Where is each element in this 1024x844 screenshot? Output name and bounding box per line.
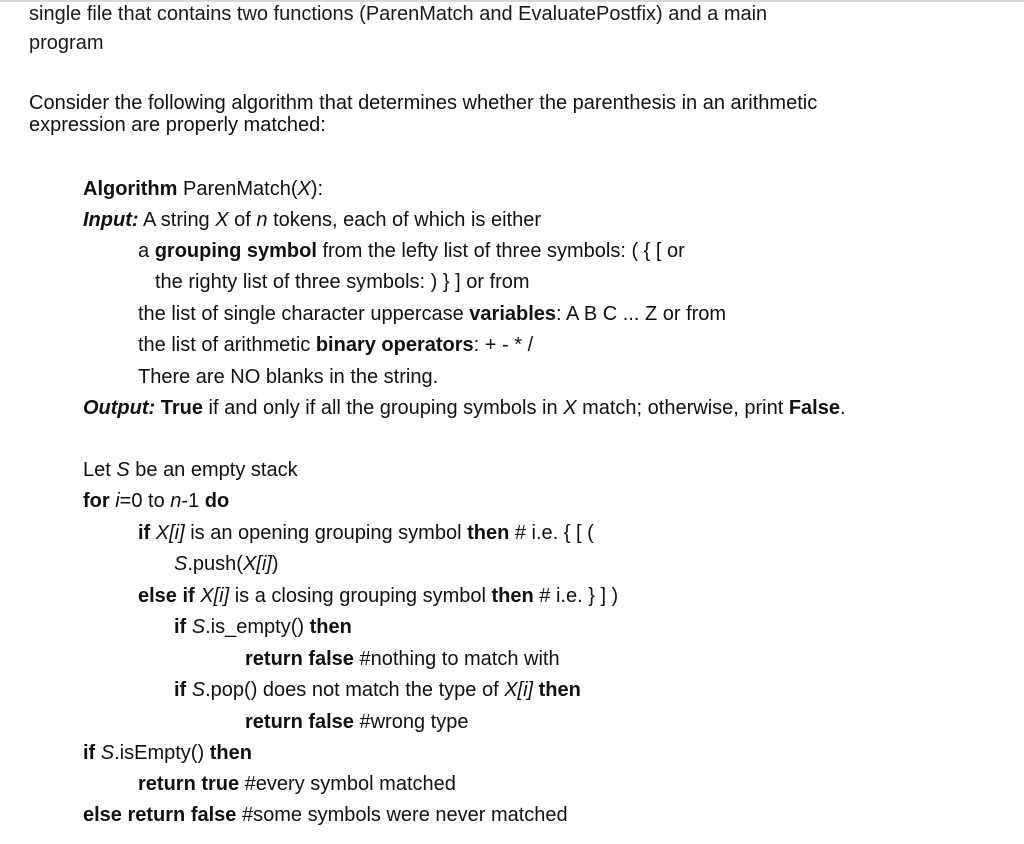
grouping-text-a: a xyxy=(138,240,155,262)
code-line-4 xyxy=(174,549,279,580)
code-line-10 xyxy=(83,738,252,769)
output-true: True xyxy=(155,397,203,419)
code-line-8 xyxy=(174,675,581,706)
code-text: is a closing grouping symbol xyxy=(229,585,492,607)
code-line-3 xyxy=(138,518,594,549)
code-keyword: if xyxy=(174,616,187,638)
code-text: Let xyxy=(83,459,117,481)
input-text-a: A string xyxy=(138,209,216,231)
code-keyword: do xyxy=(204,490,230,512)
code-text: .push( xyxy=(187,553,243,575)
code-text: ) xyxy=(271,553,279,575)
code-keyword: else if xyxy=(138,585,195,607)
algorithm-name: ParenMatch( xyxy=(177,178,298,200)
input-var-n: n xyxy=(256,209,268,231)
algorithm-keyword: Algorithm xyxy=(83,178,178,200)
righty-line: the righty list of three symbols: ) } ] or from xyxy=(155,271,530,293)
code-keyword: if xyxy=(83,742,96,764)
grouping-line xyxy=(138,236,685,267)
variables-text-b: : A B C ... Z or from xyxy=(556,303,727,325)
code-keyword: then xyxy=(491,585,534,607)
code-text: is an opening grouping symbol xyxy=(184,522,468,544)
code-var: S xyxy=(186,616,206,638)
code-text: .pop() does not match the type of xyxy=(205,679,505,701)
code-text: -1 xyxy=(181,490,205,512)
operators-text-a: the list of arithmetic xyxy=(138,334,316,356)
input-var-x: X xyxy=(215,209,229,231)
code-keyword: for xyxy=(83,490,110,512)
code-var: X[i] xyxy=(242,553,272,575)
input-line xyxy=(83,205,541,236)
code-text: =0 to xyxy=(119,490,171,512)
code-var: S xyxy=(174,553,188,575)
code-var: X[i] xyxy=(150,522,185,544)
operators-keyword: binary operators xyxy=(315,334,474,356)
code-keyword: return false xyxy=(245,711,354,733)
code-text: be an empty stack xyxy=(129,459,298,481)
code-comment: #some symbols were never matched xyxy=(236,804,568,826)
algorithm-header xyxy=(83,174,323,205)
code-line-12 xyxy=(83,800,568,831)
code-var: S xyxy=(116,459,130,481)
algorithm-param: X xyxy=(297,178,311,200)
algorithm-header-end: ): xyxy=(310,178,324,200)
code-line-11 xyxy=(138,769,456,800)
intro-paragraph xyxy=(29,0,989,58)
input-text-c: tokens, each of which is either xyxy=(267,209,541,231)
operators-text-b: : + - * / xyxy=(473,334,534,356)
code-keyword: then xyxy=(467,522,510,544)
code-keyword: then xyxy=(309,616,352,638)
consider-line-2: expression are properly matched: xyxy=(29,114,326,136)
code-var: X[i] xyxy=(504,679,534,701)
output-label: Output: xyxy=(83,397,156,419)
consider-paragraph xyxy=(29,92,989,136)
input-label: Input: xyxy=(83,209,139,231)
code-keyword: return true xyxy=(138,773,240,795)
no-blanks-line: There are NO blanks in the string. xyxy=(138,366,439,388)
variables-keyword: variables xyxy=(469,303,557,325)
code-line-2 xyxy=(83,486,229,517)
output-line xyxy=(83,393,846,424)
input-text-b: of xyxy=(228,209,257,231)
code-line-1 xyxy=(83,455,298,486)
intro-line-2: program xyxy=(29,32,104,54)
code-comment: #every symbol matched xyxy=(239,773,456,795)
code-var: i xyxy=(109,490,120,512)
output-var-x: X xyxy=(563,397,577,419)
code-var: n xyxy=(170,490,182,512)
consider-line-1: Consider the following algorithm that determines whether the parenthesis in an arithmetic xyxy=(29,92,818,114)
output-end: . xyxy=(840,397,846,419)
code-line-9 xyxy=(245,707,468,738)
output-text-b: match; otherwise, print xyxy=(576,397,789,419)
code-keyword: if xyxy=(138,522,151,544)
code-keyword: else return false xyxy=(83,804,237,826)
code-keyword: then xyxy=(533,679,581,701)
code-var: X[i] xyxy=(194,585,230,607)
code-text: .isEmpty() xyxy=(114,742,210,764)
code-var: S xyxy=(95,742,115,764)
grouping-text-b: from the lefty list of three symbols: ( { [ or xyxy=(316,240,685,262)
code-keyword: then xyxy=(209,742,252,764)
operators-line xyxy=(138,330,533,361)
output-text-a: if and only if all the grouping symbols in xyxy=(202,397,564,419)
variables-text-a: the list of single character uppercase xyxy=(138,303,470,325)
code-var: S xyxy=(186,679,206,701)
code-comment: #nothing to match with xyxy=(353,648,560,670)
code-text: .is_empty() xyxy=(205,616,310,638)
output-false: False xyxy=(788,397,840,419)
code-comment: #wrong type xyxy=(353,711,469,733)
intro-line-1: single file that contains two functions (ParenMatch and EvaluatePostfix) and a main xyxy=(29,3,768,25)
code-keyword: return false xyxy=(245,648,354,670)
code-comment: # i.e. } ] ) xyxy=(533,585,619,607)
code-comment: # i.e. { [ ( xyxy=(509,522,594,544)
code-line-7 xyxy=(245,644,560,675)
code-keyword: if xyxy=(174,679,187,701)
code-line-5 xyxy=(138,581,618,612)
variables-line xyxy=(138,299,726,330)
grouping-keyword: grouping symbol xyxy=(154,240,317,262)
code-line-6 xyxy=(174,612,352,643)
